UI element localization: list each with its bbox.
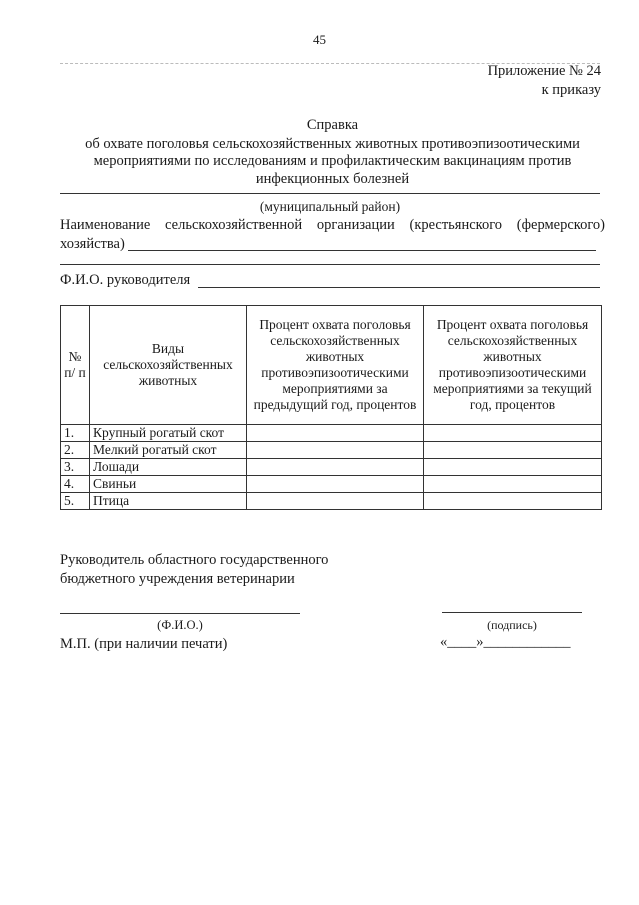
row-num: 4.: [61, 476, 90, 493]
row-kind: Крупный рогатый скот: [90, 425, 247, 442]
row-num: 5.: [61, 493, 90, 510]
annex-line-2: к приказу: [541, 82, 601, 98]
fio-caption: (Ф.И.О.): [157, 618, 203, 632]
manager-label: Ф.И.О. руководителя: [60, 272, 191, 288]
organization-fill-line: [128, 250, 596, 251]
stamp-note: М.П. (при наличии печати): [60, 636, 228, 652]
district-label: (муниципальный район): [259, 199, 401, 214]
page-number: 45: [313, 32, 326, 47]
table-row: [61, 442, 602, 459]
row-prev-cell: [247, 476, 424, 493]
table-row: [61, 459, 602, 476]
date-field: «____»____________: [440, 634, 571, 650]
head-of-institution: [60, 551, 328, 589]
title-line-2: мероприятиями по исследованиям и профилактическим вакцинациям против: [93, 153, 572, 169]
header-num: № п/ п: [61, 306, 90, 425]
table-row: [61, 476, 602, 493]
row-curr-cell: [424, 425, 602, 442]
head-line-1: Руководитель областного государственного: [60, 552, 329, 568]
header-kind: Виды сельскохозяйственных животных: [90, 306, 247, 425]
organization-label: [60, 216, 605, 254]
title-line-1: об охвате поголовья сельскохозяйственных животных противоэпизоотическими: [85, 135, 580, 152]
organization-fill-line-2: [60, 264, 600, 265]
table-row: [61, 425, 602, 442]
table-header-row: [61, 306, 602, 425]
title-line-3: инфекционных болезней: [255, 170, 410, 187]
coverage-table: [60, 305, 602, 510]
row-curr-cell: [424, 459, 602, 476]
row-kind: Лошади: [90, 459, 247, 476]
table-row: [61, 493, 602, 510]
fio-fill-line: [60, 613, 300, 614]
row-num: 1.: [61, 425, 90, 442]
header-current-year: Процент охвата поголовья сельскохозяйственных животных противоэпизоотическими мероприятиями за текущий год, процентов: [424, 306, 602, 425]
row-kind: Птица: [90, 493, 247, 510]
signature-caption: (подпись): [487, 618, 537, 632]
district-fill-line: [60, 193, 600, 194]
signature-fill-line: [442, 612, 582, 613]
row-prev-cell: [247, 425, 424, 442]
row-num: 2.: [61, 442, 90, 459]
organization-label-line-2: хозяйства): [60, 236, 125, 252]
title-heading: Справка: [306, 117, 359, 133]
row-num: 3.: [61, 459, 90, 476]
row-kind: Мелкий рогатый скот: [90, 442, 247, 459]
row-curr-cell: [424, 442, 602, 459]
header-prev-year: Процент охвата поголовья сельскохозяйственных животных противоэпизоотическими мероприятиями за предыдущий год, процентов: [247, 306, 424, 425]
annex-reference: [488, 62, 601, 100]
row-prev-cell: [247, 459, 424, 476]
head-line-2: бюджетного учреждения ветеринарии: [60, 571, 295, 587]
row-prev-cell: [247, 442, 424, 459]
manager-fill-line: [198, 287, 600, 288]
document-title: [60, 117, 605, 188]
organization-label-line-1: Наименование сельскохозяйственной организации (крестьянского (фермерского): [60, 217, 605, 233]
row-prev-cell: [247, 493, 424, 510]
row-curr-cell: [424, 476, 602, 493]
row-kind: Свиньи: [90, 476, 247, 493]
row-curr-cell: [424, 493, 602, 510]
annex-line-1: Приложение № 24: [487, 63, 601, 79]
